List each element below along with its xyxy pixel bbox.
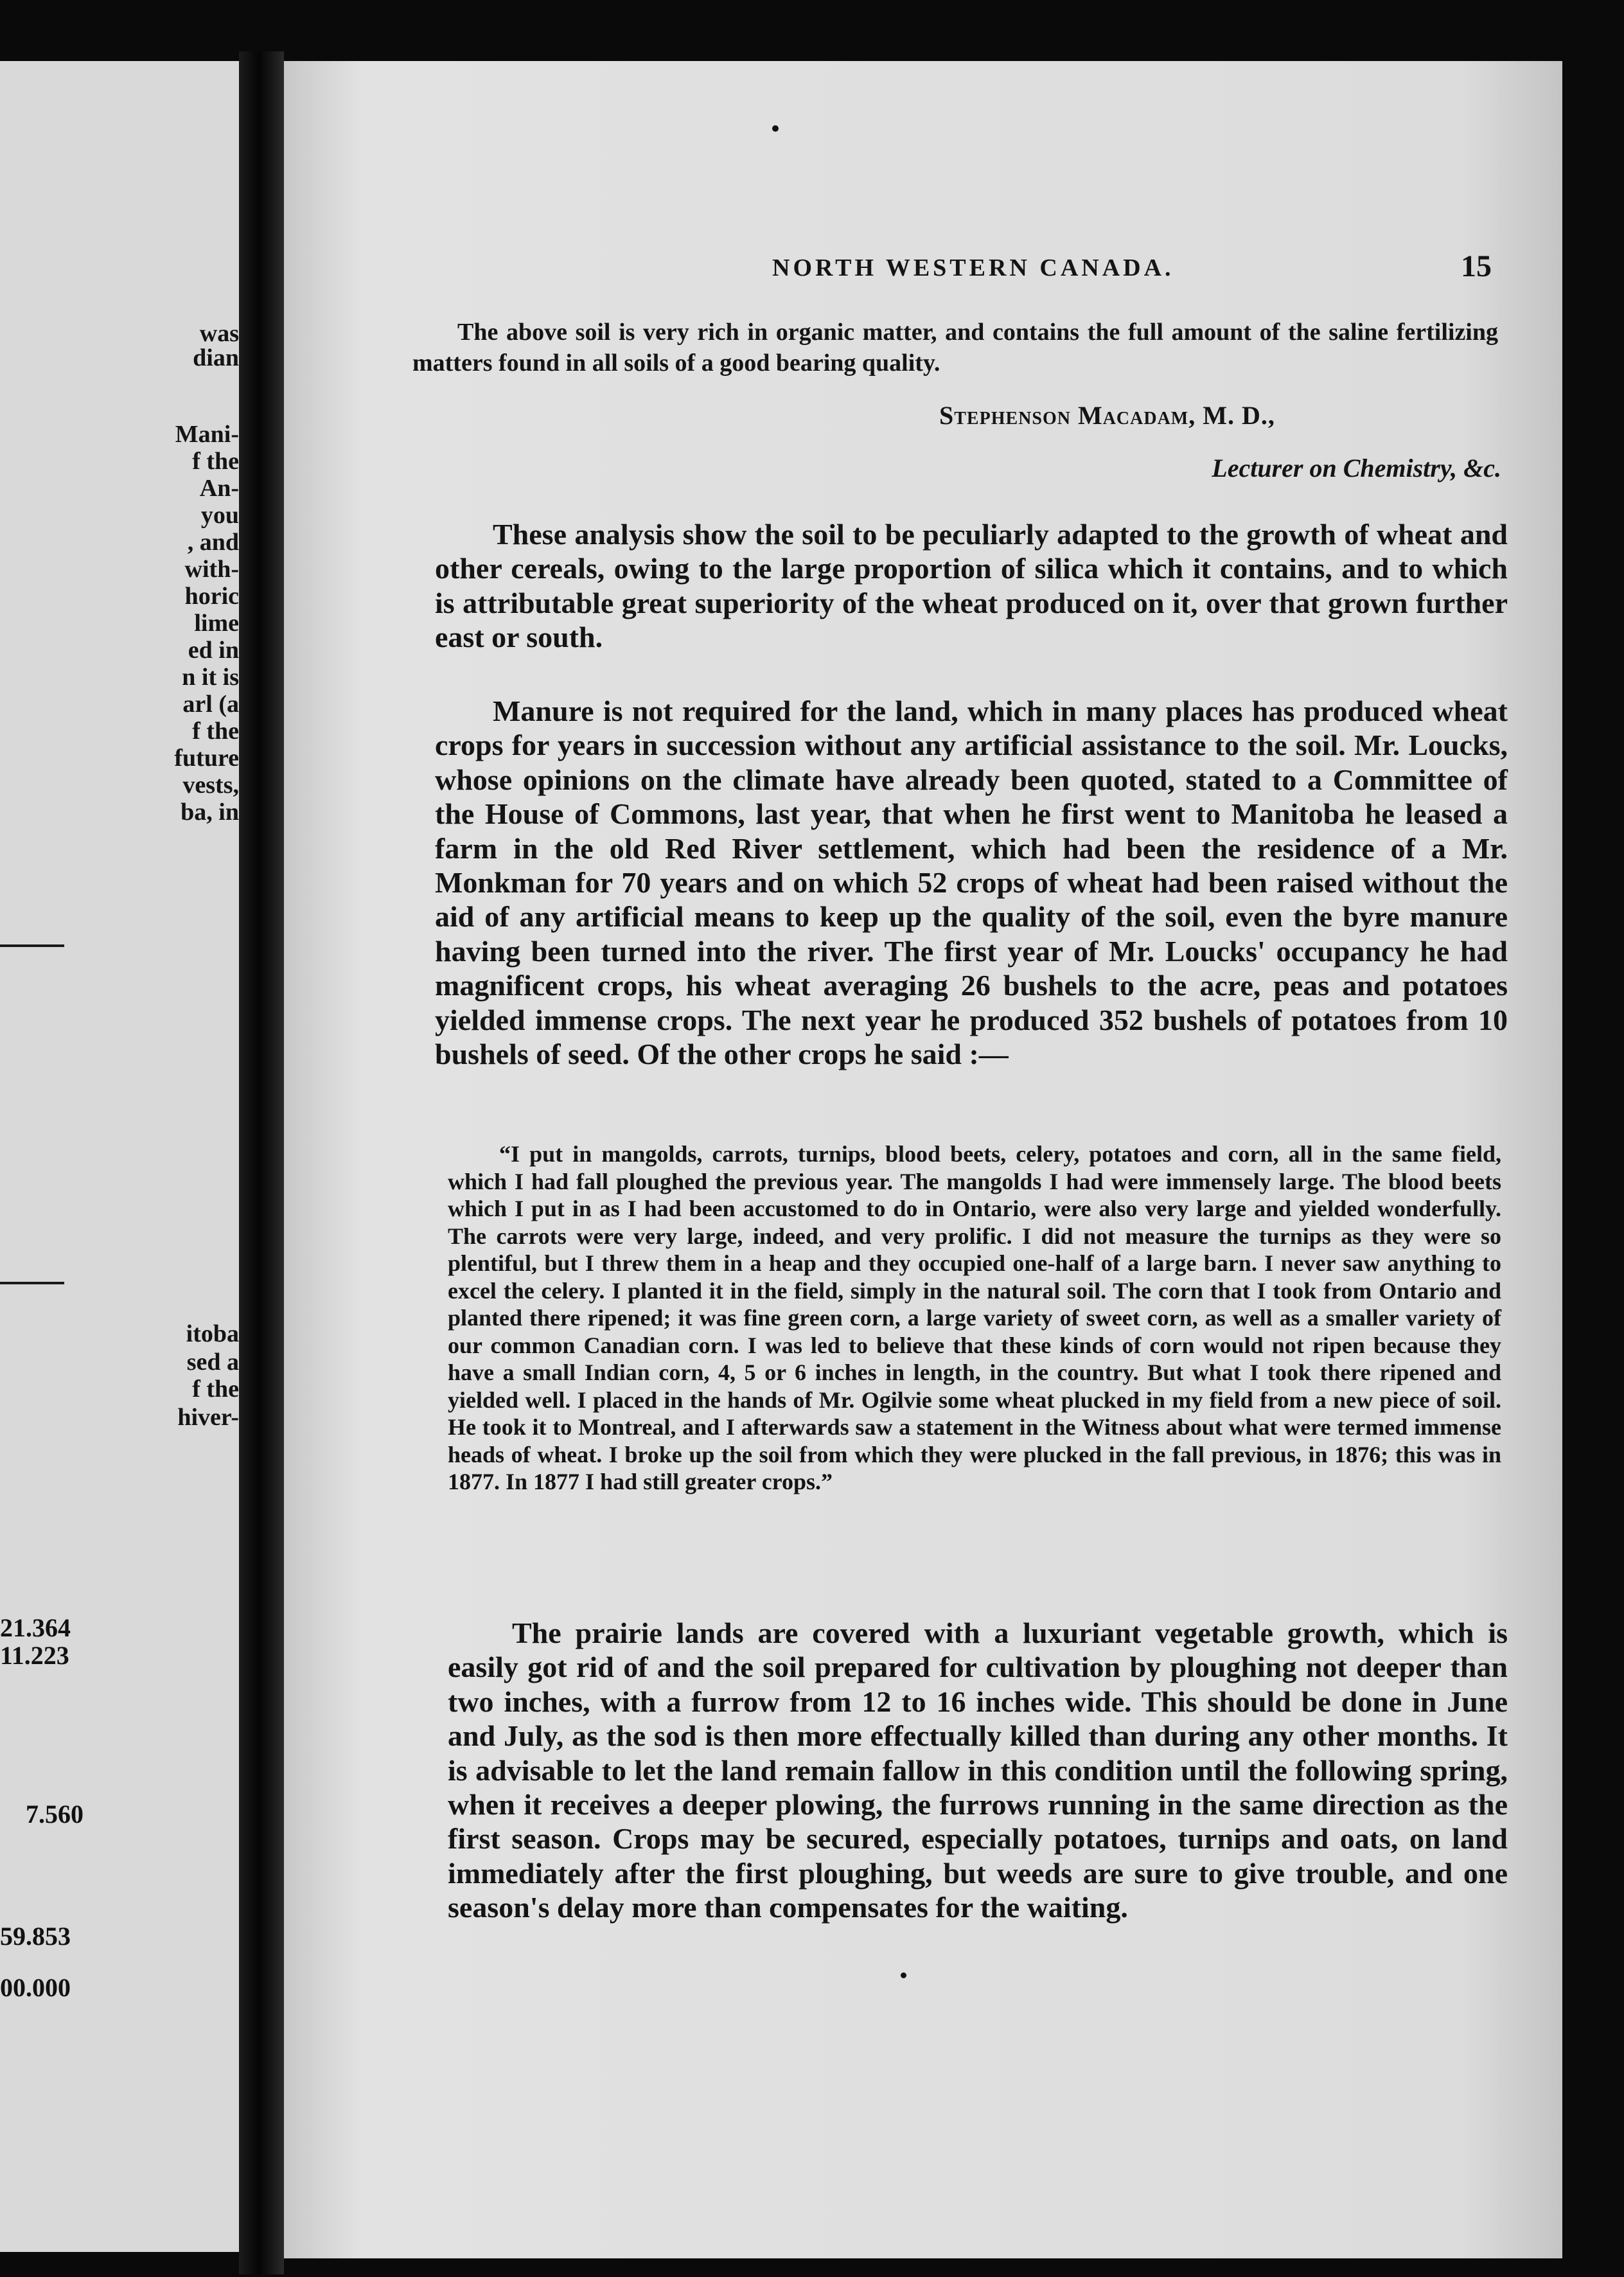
left-fragment: ed in — [188, 637, 239, 664]
left-number: 00.000 — [0, 1973, 71, 2002]
page-speck — [772, 125, 779, 132]
left-number: 21.364 — [0, 1613, 71, 1642]
quote-block — [448, 1140, 1501, 1496]
left-fragment: Mani- — [175, 421, 239, 448]
page-speck — [901, 1972, 906, 1978]
signature-title: Lecturer on Chemistry, &c. — [1212, 454, 1501, 483]
left-fragment: arl (a — [182, 691, 239, 718]
paragraph-2-block — [435, 694, 1508, 1071]
left-fragment: future — [174, 745, 239, 772]
intro-paragraph: The above soil is very rich in organic matter, and contains the full amount of the saline fertilizing matters found in all soils of a good bearing quality. — [412, 319, 1498, 377]
page-number: 15 — [1461, 249, 1492, 283]
left-number: 7.560 — [26, 1800, 84, 1829]
left-fragment: An- — [199, 475, 239, 502]
left-number: 59.853 — [0, 1922, 71, 1951]
left-fragment: f the — [192, 1376, 239, 1403]
left-fragment: was — [199, 320, 239, 347]
left-fragment: , and — [187, 529, 239, 556]
left-fragment: itoba — [186, 1320, 239, 1347]
paragraph-1-block — [435, 517, 1508, 655]
left-fragment: dian — [193, 344, 239, 371]
left-fragment: f the — [192, 448, 239, 475]
left-fragment: lime — [194, 610, 239, 637]
running-title: NORTH WESTERN CANADA. — [772, 254, 1174, 281]
left-number: 11.223 — [0, 1641, 69, 1670]
left-rule — [0, 944, 64, 947]
left-fragment: ba, in — [181, 799, 239, 826]
left-fragment: sed a — [186, 1349, 239, 1376]
intro-block — [412, 317, 1498, 378]
quoted-testimony: “I put in mangolds, carrots, turnips, blood beets, celery, potatoes and corn, all in the same field, which I had fall ploughed the previous year. The mangolds I had were immensely large. The blood beets which I put in as I had been accustomed to do in Ontario, were also very large and yielded wonderfully. The carrots were very large, indeed, and very prolific. I did not measure the turnips as they were so plentiful, but I threw them in a heap and they occupied one-half of a large barn. I never saw anything to excel the celery. I planted it in the field, simply in the natural soil. The corn that I took from Ontario and planted there ripened; it was fine green corn, a large variety of sweet corn, as well as a smaller variety of our common Canadian corn. I was led to believe that these kinds of corn would not ripen because they have a small Indian corn, 4, 5 or 6 inches in length, in the country. But what I took there ripened and yielded well. I placed in the hands of Mr. Ogilvie some wheat plucked in my field from a new piece of soil. He took it to Montreal, and I afterwards saw a statement in the Witness about what were termed immense heads of wheat. I broke up the soil from which they were plucked in the fall previous, in 1876; this was in 1877. In 1877 I had still greater crops.” — [448, 1141, 1501, 1494]
left-fragment: with- — [184, 556, 239, 583]
left-fragment: f the — [192, 718, 239, 745]
left-fragment: hiver- — [177, 1404, 239, 1431]
left-fragment: n it is — [182, 664, 239, 691]
paragraph: Manure is not required for the land, which in many places has produced wheat crops for years in succession without any artificial assistance to the soil. Mr. Loucks, whose opinions on the climate have already been quoted, stated to a Committee of the House of Commons, last year, that when he first went to Manitoba he leased a farm in the old Red River settlement, which had been the residence of a Mr. Monkman for 70 years and on which 52 crops of wheat had been raised without the aid of any artificial means to keep up the quality of the soil, even the byre manure having been turned into the river. The first year of Mr. Loucks' occupancy he had magnificent crops, his wheat averaging 26 bushels to the acre, peas and potatoes yielded immense crops. The next year he produced 352 bushels of potatoes from 10 bushels of seed. Of the other crops he said :— — [435, 695, 1508, 1071]
book-gutter — [239, 51, 284, 2274]
main-page — [284, 61, 1562, 2258]
left-fragment: vests, — [182, 772, 239, 799]
signature-name: Stephenson Macadam, M. D., — [939, 401, 1275, 430]
paragraph: These analysis show the soil to be peculiarly adapted to the growth of wheat and other cereals, owing to the large proportion of silica which it contains, and to which is attributable great superiority of the wheat produced on it, over that grown further east or south. — [435, 518, 1508, 654]
page-header — [284, 249, 1492, 286]
paragraph: The prairie lands are covered with a luxuriant vegetable growth, which is easily got rid of and the soil prepared for cultivation by ploughing not deeper than two inches, with a furrow from 12 to 16 inches wide. This should be done in June and July, as the sod is then more effectually killed than during any other months. It is advisable to let the land remain fallow in this condition until the following spring, when it receives a deeper plowing, the furrows running in the same direction as the first season. Crops may be secured, especially potatoes, turnips and oats, on land immediately after the first ploughing, but weeds are sure to give trouble, and one season's delay more than compensates for the waiting. — [448, 1617, 1508, 1924]
left-fragment: horic — [184, 583, 239, 610]
left-facing-page — [0, 61, 239, 2252]
left-fragment: you — [200, 502, 239, 529]
final-paragraph-block — [448, 1616, 1508, 1925]
left-rule — [0, 1282, 64, 1284]
